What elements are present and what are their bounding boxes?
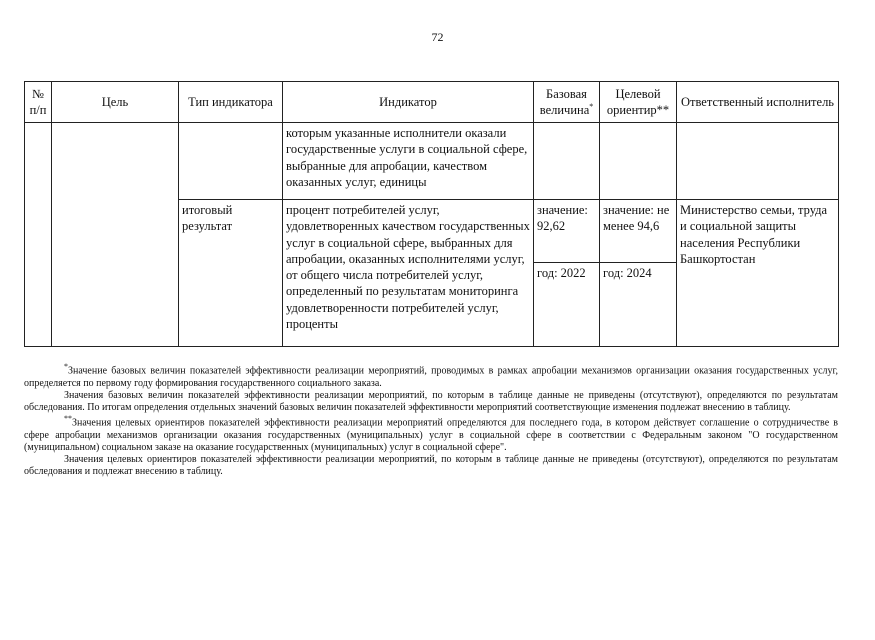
table-row	[25, 123, 839, 200]
header-number: № п/п	[25, 82, 52, 123]
header-responsible: Ответственный исполнитель	[677, 82, 839, 123]
footnote-3	[24, 414, 838, 454]
page-number: 72	[431, 30, 444, 44]
cell-indicator-type	[179, 123, 283, 200]
footnote-3-text: Значения целевых ориентиров показателей эффективности реализации мероприятий определяются для последнего года, в котором действует соглашение о сотрудничестве в сфере апробации механизмов организации оказания государственных (муниципальных) услуг в социальной сфере в соответствии с Федеральным законом "О государственном (муниципальном) социальном заказе на оказание государственных (муниципальных) услуг в социальной сфере".	[24, 417, 838, 453]
table-header-row	[25, 82, 839, 123]
header-base-value	[534, 82, 600, 123]
cell-goal	[52, 123, 179, 347]
footnote-2: Значения базовых величин показателей эффективности реализации мероприятий, по которым в таблице данные не приведены (отсутствуют), определяются по результатам обследования. По итогам определения отдельных значений базовых величин показателей эффективности мероприятий соответствующие изменения подлежат внесению в таблицу.	[24, 389, 838, 413]
cell-number	[25, 123, 52, 347]
header-base-value-mark: *	[589, 101, 594, 111]
header-indicator: Индикатор	[283, 82, 534, 123]
cell-base-value: значение: 92,62	[534, 200, 600, 263]
cell-indicator: процент потребителей услуг, удовлетворенных качеством государственных услуг в социальной сфере, выбранных для апробации, оказанных исполнителями услуг, от общего числа потребителей услуг, определенный по результатам мониторинга удовлетворенности потребителей услуг, проценты	[283, 200, 534, 347]
footnote-3-mark: **	[64, 414, 72, 424]
cell-indicator: которым указанные исполнители оказали государственные услуги в социальной сфере, выбранные для апробации, качеством оказанных услуг, единицы	[283, 123, 534, 200]
indicators-table	[24, 81, 839, 347]
header-target: Целевой ориентир**	[600, 82, 677, 123]
header-goal: Цель	[52, 82, 179, 123]
cell-responsible	[677, 123, 839, 200]
header-base-value-text: Базовая величина	[539, 86, 590, 118]
footnote-1-mark: *	[64, 362, 68, 371]
cell-target: значение: не менее 94,6	[600, 200, 677, 263]
footnote-1	[24, 362, 838, 390]
footnotes	[24, 362, 838, 478]
footnote-1-text: Значение базовых величин показателей эффективности реализации мероприятий, проводимых в рамках апробации механизмов организации оказания государственных услуг, определяется по первому году формирования государственного социального заказа.	[24, 365, 838, 389]
cell-target	[600, 123, 677, 200]
cell-base-value	[534, 123, 600, 200]
footnote-4: Значения целевых ориентиров показателей эффективности реализации мероприятий, по которым в таблице данные не приведены (отсутствуют), определяются по результатам обследования и подлежат внесению в таблицу.	[24, 453, 838, 478]
header-indicator-type: Тип индикатора	[179, 82, 283, 123]
cell-responsible: Министерство семьи, труда и социальной защиты населения Республики Башкортостан	[677, 200, 839, 347]
cell-indicator-type: итоговый результат	[179, 200, 283, 347]
cell-target-year: год: 2024	[600, 263, 677, 347]
cell-base-year: год: 2022	[534, 263, 600, 347]
